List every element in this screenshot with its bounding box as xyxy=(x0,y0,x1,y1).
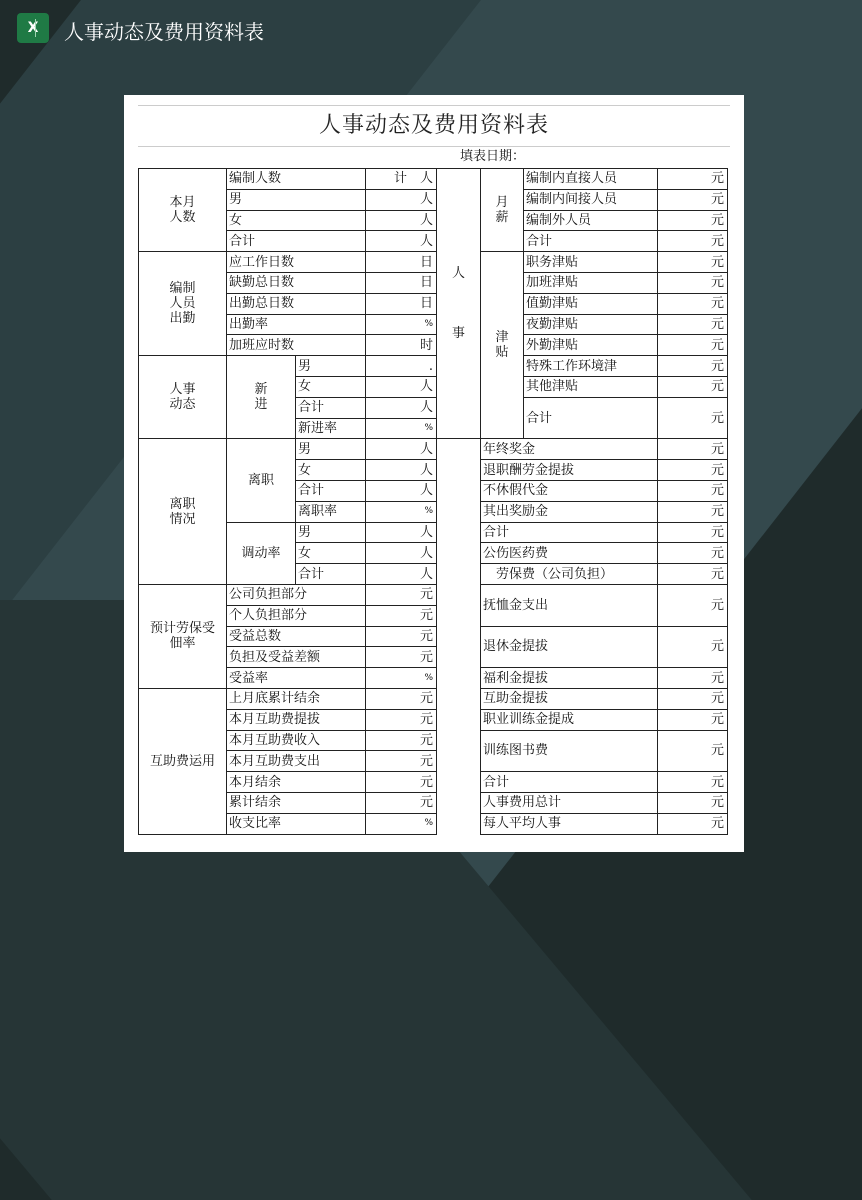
item-label[interactable]: 福利金提拔 xyxy=(481,668,658,689)
unit-cell[interactable]: 日 xyxy=(366,252,437,273)
table-row xyxy=(139,813,728,834)
item-label[interactable]: 加班津贴 xyxy=(524,272,658,293)
unit-cell[interactable]: 人 xyxy=(366,480,437,501)
item-label[interactable]: 合计 xyxy=(481,772,658,793)
unit-cell[interactable]: 元 xyxy=(366,605,437,626)
item-label[interactable]: 夜勤津贴 xyxy=(524,314,658,335)
unit-cell[interactable]: % xyxy=(366,314,437,335)
unit-cell[interactable]: . xyxy=(366,356,437,377)
item-label[interactable]: 本月互助费支出 xyxy=(227,751,366,772)
group-label[interactable]: 月 薪 xyxy=(481,169,524,252)
item-label[interactable]: 应工作日数 xyxy=(227,252,366,273)
unit-cell[interactable]: 元 xyxy=(658,376,728,397)
item-label[interactable]: 本月结余 xyxy=(227,772,366,793)
unit-cell[interactable]: 元 xyxy=(658,584,728,626)
item-label[interactable]: 女 xyxy=(227,210,366,231)
unit-cell[interactable]: 人 xyxy=(366,543,437,564)
unit-cell[interactable]: % xyxy=(366,813,437,834)
unit-cell[interactable]: 元 xyxy=(658,626,728,668)
unit-cell[interactable]: 人 xyxy=(366,460,437,481)
item-label[interactable]: 职业训练金提成 xyxy=(481,709,658,730)
unit-cell[interactable]: 计 人 xyxy=(366,169,437,190)
table-row xyxy=(139,668,728,689)
item-label[interactable]: 缺勤总日数 xyxy=(227,272,366,293)
table-row xyxy=(139,189,728,210)
unit-cell[interactable]: 人 xyxy=(366,189,437,210)
unit-cell[interactable]: 人 xyxy=(366,439,437,460)
unit-cell[interactable]: 元 xyxy=(366,751,437,772)
item-label[interactable]: 职务津贴 xyxy=(524,252,658,273)
item-label[interactable]: 每人平均人事 xyxy=(481,813,658,834)
table-row xyxy=(139,272,728,293)
item-label[interactable]: 男 xyxy=(296,522,366,543)
unit-cell[interactable]: 元 xyxy=(658,169,728,190)
table-row xyxy=(139,792,728,813)
header xyxy=(0,0,862,58)
unit-cell[interactable]: 人 xyxy=(366,231,437,252)
unit-cell[interactable]: 人 xyxy=(366,376,437,397)
unit-cell[interactable]: 元 xyxy=(658,792,728,813)
table-row xyxy=(139,356,728,377)
item-label[interactable]: 抚恤金支出 xyxy=(481,584,658,626)
section-label-personnel[interactable]: 人 事 xyxy=(437,169,481,439)
unit-cell[interactable]: 时 xyxy=(366,335,437,356)
spreadsheet xyxy=(124,95,744,852)
item-label[interactable]: 合计 xyxy=(296,480,366,501)
unit-cell[interactable]: % xyxy=(366,501,437,522)
item-label[interactable]: 不休假代金 xyxy=(481,480,658,501)
item-label[interactable]: 负担及受益差额 xyxy=(227,647,366,668)
item-label[interactable]: 特殊工作环境津 xyxy=(524,356,658,377)
unit-cell[interactable]: 日 xyxy=(366,272,437,293)
personnel-table xyxy=(138,168,728,835)
unit-cell[interactable]: 元 xyxy=(658,293,728,314)
table-row xyxy=(139,730,728,751)
unit-cell[interactable]: 元 xyxy=(366,647,437,668)
item-label[interactable]: 退休金提拔 xyxy=(481,626,658,668)
group-label[interactable]: 离职 情况 xyxy=(139,439,227,585)
item-label[interactable]: 女 xyxy=(296,460,366,481)
unit-cell[interactable]: 元 xyxy=(658,668,728,689)
unit-cell[interactable]: 元 xyxy=(658,480,728,501)
item-label[interactable]: 个人负担部分 xyxy=(227,605,366,626)
unit-cell[interactable]: 元 xyxy=(366,772,437,793)
sheet-title[interactable]: 人事动态及费用资料表 xyxy=(138,105,730,147)
unit-cell[interactable]: 元 xyxy=(658,564,728,585)
fill-date-row[interactable] xyxy=(138,147,730,167)
item-label[interactable]: 受益总数 xyxy=(227,626,366,647)
item-label[interactable]: 编制人数 xyxy=(227,169,366,190)
unit-cell[interactable]: 人 xyxy=(366,210,437,231)
table-row xyxy=(139,584,728,605)
item-label[interactable]: 女 xyxy=(296,543,366,564)
unit-cell[interactable]: 人 xyxy=(366,397,437,418)
item-label[interactable]: 训练图书费 xyxy=(481,730,658,772)
item-label[interactable]: 收支比率 xyxy=(227,813,366,834)
unit-cell[interactable]: 元 xyxy=(658,252,728,273)
unit-cell[interactable]: 元 xyxy=(366,709,437,730)
table-row xyxy=(139,252,728,273)
item-label[interactable]: 本月互助费收入 xyxy=(227,730,366,751)
unit-cell[interactable]: 元 xyxy=(658,210,728,231)
blank-column[interactable] xyxy=(437,439,481,834)
table-row xyxy=(139,626,728,647)
subgroup-label[interactable]: 离职 xyxy=(227,439,296,522)
item-label[interactable]: 累计结余 xyxy=(227,792,366,813)
item-label[interactable]: 合计 xyxy=(524,397,658,439)
item-label[interactable]: 其他津贴 xyxy=(524,376,658,397)
table-row xyxy=(139,335,728,356)
table-row xyxy=(139,231,728,252)
item-label[interactable]: 劳保费（公司负担） xyxy=(481,564,658,585)
unit-cell[interactable]: 元 xyxy=(658,772,728,793)
item-label[interactable]: 合计 xyxy=(296,564,366,585)
unit-cell[interactable]: 日 xyxy=(366,293,437,314)
group-label[interactable]: 编制 人员 出勤 xyxy=(139,252,227,356)
unit-cell[interactable]: 元 xyxy=(658,813,728,834)
group-label[interactable]: 津 贴 xyxy=(481,252,524,439)
item-label[interactable]: 编制外人员 xyxy=(524,210,658,231)
group-label[interactable]: 互助费运用 xyxy=(139,688,227,834)
item-label[interactable]: 合计 xyxy=(481,522,658,543)
table-row xyxy=(139,314,728,335)
item-label[interactable]: 编制内间接人员 xyxy=(524,189,658,210)
item-label[interactable]: 公司负担部分 xyxy=(227,584,366,605)
unit-cell[interactable]: 人 xyxy=(366,564,437,585)
item-label[interactable]: 男 xyxy=(296,439,366,460)
unit-cell[interactable]: 元 xyxy=(658,356,728,377)
item-label[interactable]: 人事费用总计 xyxy=(481,792,658,813)
group-label[interactable]: 预计劳保受 佃率 xyxy=(139,584,227,688)
unit-cell[interactable]: % xyxy=(366,418,437,439)
subgroup-label[interactable]: 调动率 xyxy=(227,522,296,584)
table-row xyxy=(139,439,728,460)
table-row xyxy=(139,210,728,231)
table-row xyxy=(139,688,728,709)
unit-cell[interactable]: 元 xyxy=(658,730,728,772)
unit-cell[interactable]: 元 xyxy=(658,439,728,460)
item-label[interactable]: 互助金提拔 xyxy=(481,688,658,709)
app-title: 人事动态及费用资料表 xyxy=(64,20,264,44)
table-row xyxy=(139,772,728,793)
group-label[interactable]: 人事 动态 xyxy=(139,356,227,439)
fill-date-label: 填表日期： xyxy=(460,149,526,164)
item-label[interactable]: 上月底累计结余 xyxy=(227,688,366,709)
item-label[interactable]: 本月互助费提拔 xyxy=(227,709,366,730)
item-label[interactable]: 加班应时数 xyxy=(227,335,366,356)
item-label[interactable]: 外勤津贴 xyxy=(524,335,658,356)
unit-cell[interactable]: 元 xyxy=(658,189,728,210)
item-label[interactable]: 其出奖励金 xyxy=(481,501,658,522)
excel-icon: X xyxy=(17,13,49,43)
unit-cell[interactable]: 元 xyxy=(658,522,728,543)
item-label[interactable]: 新进率 xyxy=(296,418,366,439)
item-label[interactable]: 编制内直接人员 xyxy=(524,169,658,190)
unit-cell[interactable]: 元 xyxy=(366,730,437,751)
item-label[interactable]: 退职酬劳金提拔 xyxy=(481,460,658,481)
item-label[interactable]: 受益率 xyxy=(227,668,366,689)
item-label[interactable]: 出勤总日数 xyxy=(227,293,366,314)
item-label[interactable]: 合计 xyxy=(227,231,366,252)
item-label[interactable]: 合计 xyxy=(296,397,366,418)
unit-cell[interactable]: 元 xyxy=(366,688,437,709)
unit-cell[interactable]: 元 xyxy=(366,584,437,605)
unit-cell[interactable]: 元 xyxy=(366,792,437,813)
item-label[interactable]: 男 xyxy=(227,189,366,210)
item-label[interactable]: 男 xyxy=(296,356,366,377)
unit-cell[interactable]: 元 xyxy=(658,460,728,481)
unit-cell[interactable]: 元 xyxy=(658,335,728,356)
item-label[interactable]: 公伤医药费 xyxy=(481,543,658,564)
table-row xyxy=(139,522,728,543)
subgroup-label[interactable]: 新 进 xyxy=(227,356,296,439)
unit-cell[interactable]: 元 xyxy=(658,231,728,252)
item-label[interactable]: 值勤津贴 xyxy=(524,293,658,314)
item-label[interactable]: 女 xyxy=(296,376,366,397)
unit-cell[interactable]: 元 xyxy=(658,397,728,439)
unit-cell[interactable]: 元 xyxy=(658,272,728,293)
unit-cell[interactable]: 元 xyxy=(658,543,728,564)
item-label[interactable]: 年终奖金 xyxy=(481,439,658,460)
item-label[interactable]: 合计 xyxy=(524,231,658,252)
unit-cell[interactable]: 元 xyxy=(658,688,728,709)
table-row xyxy=(139,293,728,314)
item-label[interactable]: 离职率 xyxy=(296,501,366,522)
table-row xyxy=(139,709,728,730)
unit-cell[interactable]: 元 xyxy=(658,314,728,335)
item-label[interactable]: 出勤率 xyxy=(227,314,366,335)
unit-cell[interactable]: % xyxy=(366,668,437,689)
group-label[interactable]: 本月 人数 xyxy=(139,169,227,252)
unit-cell[interactable]: 人 xyxy=(366,522,437,543)
table-row xyxy=(139,169,728,190)
unit-cell[interactable]: 元 xyxy=(658,709,728,730)
unit-cell[interactable]: 元 xyxy=(658,501,728,522)
unit-cell[interactable]: 元 xyxy=(366,626,437,647)
